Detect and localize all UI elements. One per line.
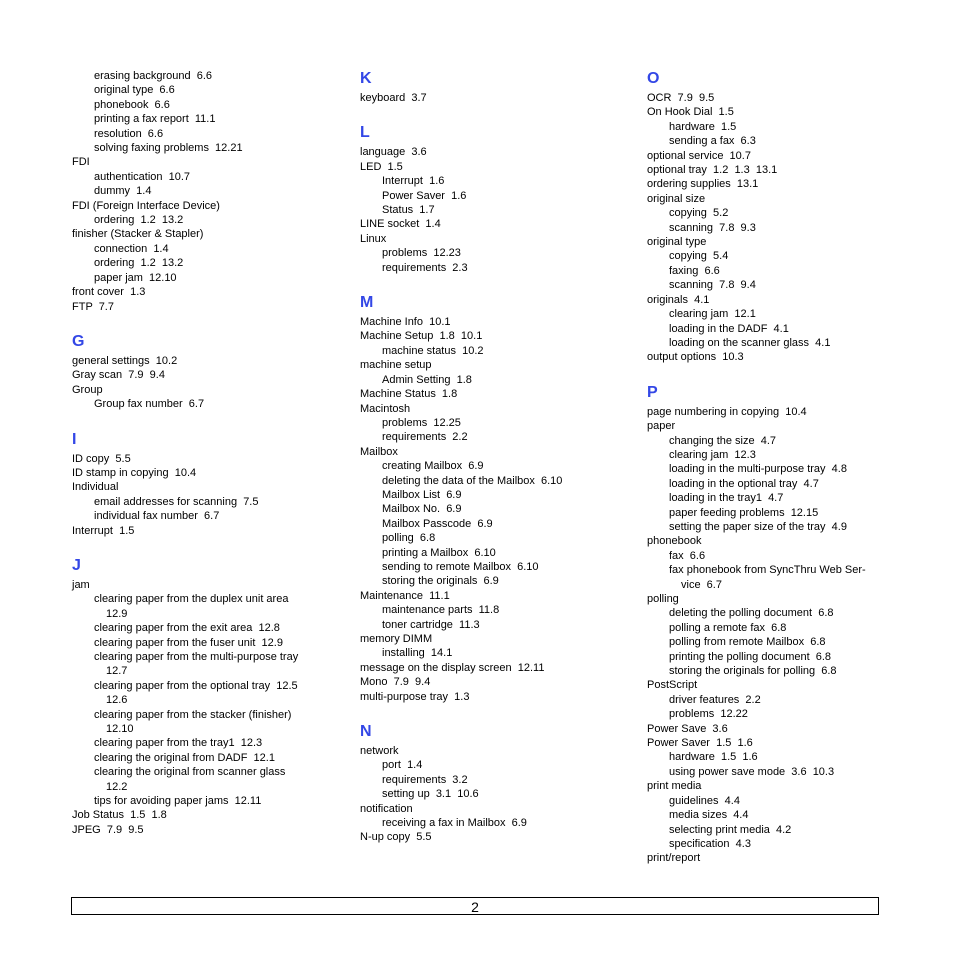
index-entry: jam: [72, 578, 90, 591]
index-entry: print media: [647, 780, 702, 793]
index-subentry: fax phonebook from SyncThru Web Ser-: [669, 564, 866, 577]
index-entry: OCR 7.9 9.5: [647, 92, 715, 104]
index-entry: language 3.6: [360, 146, 427, 159]
index-subentry: paper feeding problems 12.15: [669, 506, 819, 519]
index-entry: Power Saver 1.5 1.6: [647, 737, 753, 750]
index-entry: phonebook: [647, 535, 702, 548]
index-entry: print/report: [647, 852, 701, 865]
index-entry: Macintosh: [360, 402, 411, 415]
index-subentry: Mailbox List 6.9: [382, 488, 462, 501]
index-column-3: [647, 69, 887, 866]
index-entry: general settings 10.2: [72, 354, 178, 367]
index-subentry: guidelines 4.4: [669, 794, 740, 807]
index-subentry: clearing the original from DADF 12.1: [94, 751, 275, 764]
index-subentry: faxing 6.6: [669, 264, 720, 277]
index-subentry: phonebook 6.6: [94, 98, 170, 111]
index-entry: Interrupt 1.5: [72, 524, 135, 537]
index-subentry: Status 1.7: [382, 204, 435, 217]
index-subentry: printing a Mailbox 6.10: [382, 546, 496, 559]
index-column-1: [72, 69, 337, 837]
index-entry: machine setup: [360, 359, 432, 372]
index-subentry: clearing paper from the tray1 12.3: [94, 737, 263, 750]
index-subentry: clearing paper from the duplex unit area: [94, 593, 289, 606]
index-entry: keyboard 3.7: [360, 92, 427, 104]
index-entry: front cover 1.3: [72, 286, 146, 299]
page-number: 2: [471, 899, 479, 915]
index-subentry: clearing jam 12.3: [669, 448, 756, 461]
index-entry: paper: [647, 420, 676, 433]
index-entry: Maintenance 11.1: [360, 589, 450, 602]
index-subentry: problems 12.22: [669, 708, 748, 721]
index-letter-heading: N: [360, 723, 372, 741]
index-subentry: scanning 7.8 9.4: [669, 279, 756, 292]
index-entry: Mono 7.9 9.4: [360, 676, 431, 689]
index-entry-continuation: 12.10: [106, 723, 134, 736]
index-subentry: receiving a fax in Mailbox 6.9: [382, 817, 527, 830]
index-entry: finisher (Stacker & Stapler): [72, 228, 204, 241]
index-entry: FTP 7.7: [72, 300, 114, 313]
index-subentry: loading on the scanner glass 4.1: [669, 336, 831, 349]
index-subentry: email addresses for scanning 7.5: [94, 495, 259, 508]
index-subentry: using power save mode 3.6 10.3: [669, 765, 835, 778]
index-subentry: copying 5.2: [669, 207, 729, 220]
index-entry: ordering supplies 13.1: [647, 178, 759, 191]
index-entry: original size: [647, 192, 706, 205]
index-subentry: clearing jam 12.1: [669, 308, 756, 321]
index-letter-heading: P: [647, 383, 658, 401]
index-entry: JPEG 7.9 9.5: [72, 823, 144, 836]
index-subentry: port 1.4: [382, 759, 423, 772]
index-subentry: storing the originals for polling 6.8: [669, 665, 837, 678]
index-letter-heading: K: [360, 70, 372, 87]
index-subentry: sending a fax 6.3: [669, 135, 756, 148]
index-entry: Power Save 3.6: [647, 722, 728, 735]
index-subentry: installing 14.1: [382, 647, 453, 660]
index-subentry: clearing paper from the fuser unit 12.9: [94, 636, 283, 649]
index-entry: ID copy 5.5: [72, 452, 131, 465]
index-entry: message on the display screen 12.11: [360, 661, 545, 674]
index-entry: optional tray 1.2 1.3 13.1: [647, 164, 778, 177]
index-letter-heading: O: [647, 70, 660, 87]
index-entry: notification: [360, 802, 413, 815]
index-entry: Group: [72, 383, 103, 396]
index-subentry: copying 5.4: [669, 250, 729, 263]
index-subentry: sending to remote Mailbox 6.10: [382, 560, 539, 573]
index-subentry: connection 1.4: [94, 242, 169, 255]
index-entry: Machine Setup 1.8 10.1: [360, 330, 483, 343]
index-entry: multi-purpose tray 1.3: [360, 690, 470, 703]
index-subentry: resolution 6.6: [94, 127, 164, 140]
index-entry: originals 4.1: [647, 293, 710, 306]
index-entry: Job Status 1.5 1.8: [72, 809, 167, 822]
index-entry: On Hook Dial 1.5: [647, 106, 734, 119]
index-subentry: printing a fax report 11.1: [94, 113, 216, 126]
index-subentry: hardware 1.5 1.6: [669, 751, 758, 764]
index-entry-continuation: vice 6.7: [681, 578, 722, 591]
index-subentry: problems 12.25: [382, 416, 461, 429]
index-subentry: printing the polling document 6.8: [669, 650, 832, 663]
index-subentry: specification 4.3: [669, 837, 751, 850]
index-subentry: individual fax number 6.7: [94, 510, 220, 523]
index-subentry: storing the originals 6.9: [382, 575, 499, 588]
index-subentry: Interrupt 1.6: [382, 175, 445, 188]
index-subentry: creating Mailbox 6.9: [382, 460, 484, 473]
index-entry-continuation: 12.6: [106, 694, 128, 707]
index-entry: original type: [647, 236, 707, 249]
index-entry: page numbering in copying 10.4: [647, 405, 807, 418]
index-entry: network: [360, 745, 399, 758]
index-entry: Machine Info 10.1: [360, 316, 451, 329]
index-entry: Individual: [72, 481, 119, 494]
index-subentry: clearing paper from the stacker (finisher): [94, 708, 292, 721]
index-entry: LED 1.5: [360, 160, 403, 173]
index-letter-heading: M: [360, 294, 374, 312]
index-subentry: polling a remote fax 6.8: [669, 621, 787, 634]
index-entry: PostScript: [647, 679, 698, 692]
index-entry: optional service 10.7: [647, 149, 751, 162]
index-entry: output options 10.3: [647, 351, 744, 364]
page-footer: [71, 897, 879, 915]
index-subentry: Admin Setting 1.8: [382, 373, 472, 386]
index-entry: FDI: [72, 156, 90, 169]
index-entry: LINE socket 1.4: [360, 218, 441, 231]
index-subentry: clearing the original from scanner glass: [94, 766, 286, 779]
index-entry: memory DIMM: [360, 633, 433, 645]
index-subentry: fax 6.6: [669, 549, 706, 562]
index-subentry: authentication 10.7: [94, 170, 191, 183]
index-subentry: polling from remote Mailbox 6.8: [669, 636, 826, 649]
index-subentry: Mailbox No. 6.9: [382, 503, 462, 516]
index-subentry: tips for avoiding paper jams 12.11: [94, 795, 262, 808]
index-subentry: Group fax number 6.7: [94, 398, 205, 411]
index-subentry: clearing paper from the optional tray 12.5: [94, 679, 298, 692]
index-subentry: original type 6.6: [94, 84, 175, 97]
index-subentry: loading in the DADF 4.1: [669, 322, 789, 335]
index-subentry: machine status 10.2: [382, 344, 484, 357]
index-letter-heading: I: [72, 430, 77, 448]
index-subentry: setting up 3.1 10.6: [382, 788, 479, 801]
index-entry-continuation: 12.2: [106, 780, 128, 793]
index-entry: Gray scan 7.9 9.4: [72, 369, 165, 382]
index-subentry: paper jam 12.10: [94, 271, 177, 284]
index-subentry: driver features 2.2: [669, 693, 761, 706]
index-subentry: erasing background 6.6: [94, 70, 213, 82]
index-subentry: Power Saver 1.6: [382, 189, 467, 202]
index-entry-continuation: 12.7: [106, 665, 128, 678]
index-letter-heading: L: [360, 124, 370, 142]
index-entry: Machine Status 1.8: [360, 388, 458, 401]
index-subentry: requirements 2.3: [382, 261, 468, 274]
index-subentry: media sizes 4.4: [669, 809, 749, 822]
index-subentry: Mailbox Passcode 6.9: [382, 517, 493, 530]
index-entry: ID stamp in copying 10.4: [72, 466, 197, 479]
index-subentry: problems 12.23: [382, 247, 461, 260]
index-subentry: dummy 1.4: [94, 185, 152, 198]
index-subentry: solving faxing problems 12.21: [94, 142, 243, 155]
index-subentry: deleting the data of the Mailbox 6.10: [382, 474, 563, 487]
index-subentry: loading in the multi-purpose tray 4.8: [669, 463, 847, 476]
index-subentry: selecting print media 4.2: [669, 823, 792, 836]
index-entry: Linux: [360, 232, 387, 245]
index-subentry: clearing paper from the multi-purpose tray: [94, 651, 299, 663]
index-letter-heading: G: [72, 332, 85, 350]
index-subentry: loading in the optional tray 4.7: [669, 477, 819, 490]
index-entry: N-up copy 5.5: [360, 831, 432, 844]
index-subentry: ordering 1.2 13.2: [94, 214, 184, 227]
index-subentry: requirements 3.2: [382, 773, 468, 786]
index-subentry: scanning 7.8 9.3: [669, 221, 756, 234]
index-entry: polling: [647, 593, 679, 605]
index-subentry: ordering 1.2 13.2: [94, 257, 184, 270]
index-subentry: changing the size 4.7: [669, 434, 777, 447]
index-column-2: [360, 69, 625, 845]
index-letter-heading: J: [72, 556, 81, 574]
index-subentry: hardware 1.5: [669, 120, 737, 133]
index-entry-continuation: 12.9: [106, 607, 128, 620]
index-subentry: toner cartridge 11.3: [382, 618, 480, 631]
index-subentry: deleting the polling document 6.8: [669, 607, 834, 620]
index-subentry: requirements 2.2: [382, 431, 468, 444]
index-subentry: polling 6.8: [382, 532, 436, 545]
index-subentry: loading in the tray1 4.7: [669, 492, 784, 505]
index-subentry: maintenance parts 11.8: [382, 604, 500, 617]
index-subentry: clearing paper from the exit area 12.8: [94, 622, 280, 635]
index-entry: Mailbox: [360, 445, 398, 458]
index-subentry: setting the paper size of the tray 4.9: [669, 520, 847, 533]
index-entry: FDI (Foreign Interface Device): [72, 199, 220, 212]
